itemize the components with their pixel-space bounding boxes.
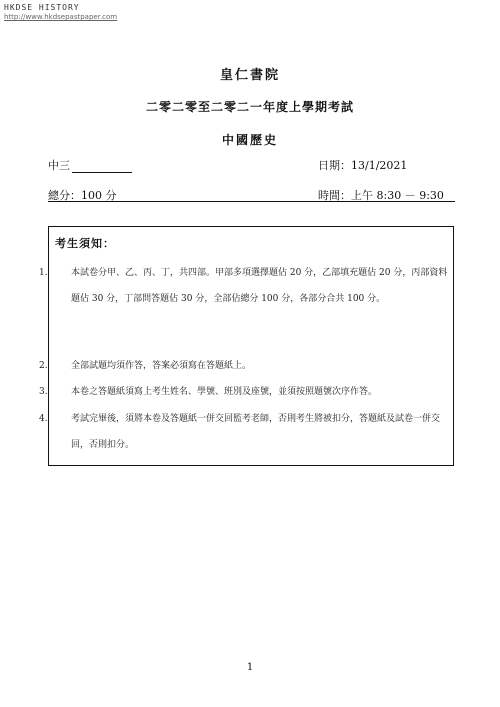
notice-item-number: 1.	[39, 268, 48, 278]
page-number: 1	[246, 662, 254, 673]
exam-time: 時間：上午 8:30 － 9:30	[318, 189, 444, 202]
notice-item-text: 全部試題均須作答，答案必須寫在答題紙上。	[71, 361, 252, 371]
notice-title: 考生須知：	[55, 237, 115, 250]
notice-box	[39, 226, 454, 466]
notice-item	[39, 260, 455, 312]
total-marks: 總分：100 分	[48, 189, 117, 202]
notice-item	[39, 406, 455, 458]
header-url-link[interactable]: http://www.hkdsepastpaper.com	[4, 13, 118, 21]
notice-item-text: 考試完畢後，須將本卷及答題紙一併交回監考老師，否則考生將被扣分，答題紙及試卷一併交回，否則扣分。	[71, 414, 441, 450]
grade-date-row	[48, 157, 408, 173]
subject-title: 中國歷史	[221, 133, 278, 147]
notice-item-number: 2.	[39, 361, 48, 371]
grade-blank-line	[72, 161, 132, 173]
school-name: 皇仁書院	[219, 68, 280, 83]
header-divider	[48, 201, 455, 202]
notice-item-text: 本試卷分甲、乙、丙、丁，共四部。甲部多項選擇題佔 20 分，乙部填充題佔 20 分，丙部資料題佔 30 分，丁部問答題佔 30 分，全部佔總分 100 分，各部分合共 100 分。	[71, 268, 448, 304]
notice-item-text: 本卷之答題紙須寫上考生姓名、學號、班別及座號，並須按照題號次序作答。	[71, 387, 378, 397]
notice-item	[39, 353, 455, 379]
notice-item	[39, 379, 455, 405]
grade-label: 中三	[48, 159, 70, 172]
exam-date: 日期：13/1/2021	[318, 159, 408, 172]
header-code: HKDSE HISTORY	[4, 3, 80, 12]
exam-title: 二零二零至二零二一年度上學期考試	[145, 100, 354, 114]
notice-item-number: 4.	[39, 414, 48, 424]
notice-item-number: 3.	[39, 387, 48, 397]
